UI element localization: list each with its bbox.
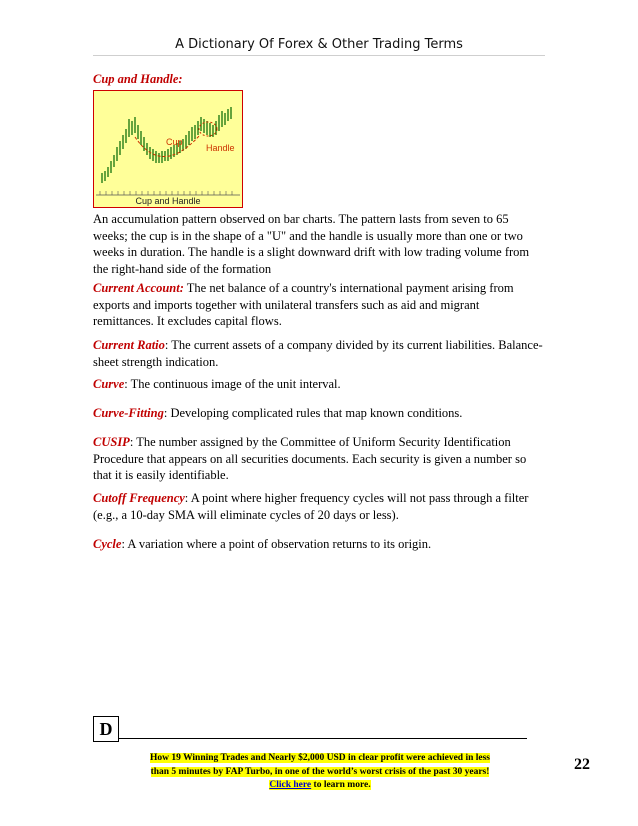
section-rule: [119, 738, 527, 739]
cup-and-handle-description: An accumulation pattern observed on bar charts. The pattern lasts from seven to 65 weeks; the cup is in the shape of a "U" and the handle is usually more than one or two weeks in duration. The handle is a slight downward drift with low trading volume from the right-hand side of the formation: [93, 212, 530, 276]
footer-ad-line-3: [269, 780, 370, 790]
section-letter: D: [99, 718, 113, 739]
entry-sep: :: [164, 338, 169, 352]
entry-definition: A variation where a point of observation returns to its origin.: [124, 537, 432, 551]
footer-ad-line-1: How 19 Winning Trades and Nearly $2,000 USD in clear profit were achieved in less: [150, 753, 490, 763]
footer-ad-line-2: than 5 minutes by FAP Turbo, in one of the world’s worst crisis of the past 30 years!: [150, 766, 490, 777]
entry-definition: A point where higher frequency cycles will not pass through a filter (e.g., a 10-day SMA will eliminate cycles of 20 days or less).: [93, 491, 529, 522]
entry-term: Cycle: [93, 537, 122, 551]
entry-definition: Developing complicated rules that map known conditions.: [167, 406, 463, 420]
footer-ad: [130, 752, 510, 793]
entry-sep: :: [129, 435, 134, 449]
chart-caption: Cup and Handle: [135, 196, 201, 206]
entry-definition: The continuous image of the unit interval.: [127, 377, 341, 391]
entry-term: Current Account:: [93, 281, 184, 295]
entry-definition: The number assigned by the Committee of Uniform Security Identification Procedure that appears on all securities documents. Each security is given a number so that it is easily identifiable.: [93, 435, 527, 482]
entry-current-ratio: [93, 337, 543, 370]
section-letter-box: [93, 716, 119, 742]
entry-current-account: [93, 280, 543, 330]
entry-cusip: [93, 434, 543, 484]
entry-term: CUSIP: [93, 435, 130, 449]
entry-curve-fitting: [93, 405, 543, 422]
entry-term: Curve-Fitting: [93, 406, 164, 420]
entry-sep: :: [121, 537, 125, 551]
cup-and-handle-term: Cup and Handle:: [93, 72, 183, 86]
header-title: A Dictionary Of Forex & Other Trading Terms: [175, 37, 463, 52]
cup-and-handle-chart-image: [93, 90, 243, 208]
entry-sep: :: [184, 491, 189, 505]
footer-click-here-link[interactable]: Click here: [269, 780, 312, 790]
chart-label-handle: Handle: [206, 143, 235, 153]
entry-term: Current Ratio: [93, 338, 165, 352]
entry-definition: The current assets of a company divided by its current liabilities. Balance-sheet strength indication.: [93, 338, 543, 369]
entry-cutoff-frequency: [93, 490, 543, 523]
entry-term: Cutoff Frequency: [93, 491, 185, 505]
page-number: 22: [574, 756, 590, 773]
footer-ad-line-3-suffix: to learn more.: [311, 780, 371, 790]
entry-sep: :: [163, 406, 168, 420]
entry-cycle: [93, 536, 543, 553]
chart-label-cup: Cup: [166, 137, 183, 147]
entry-term: Curve: [93, 377, 125, 391]
cup-and-handle-chart-svg: [94, 91, 242, 207]
entry-curve: [93, 376, 543, 393]
entry-sep: :: [124, 377, 128, 391]
header-rule: [93, 55, 545, 56]
entry-definition: The net balance of a country's international payment arising from exports and imports together with unilateral transfers such as aid and migrant remittances. It excludes capital flows.: [93, 281, 514, 328]
